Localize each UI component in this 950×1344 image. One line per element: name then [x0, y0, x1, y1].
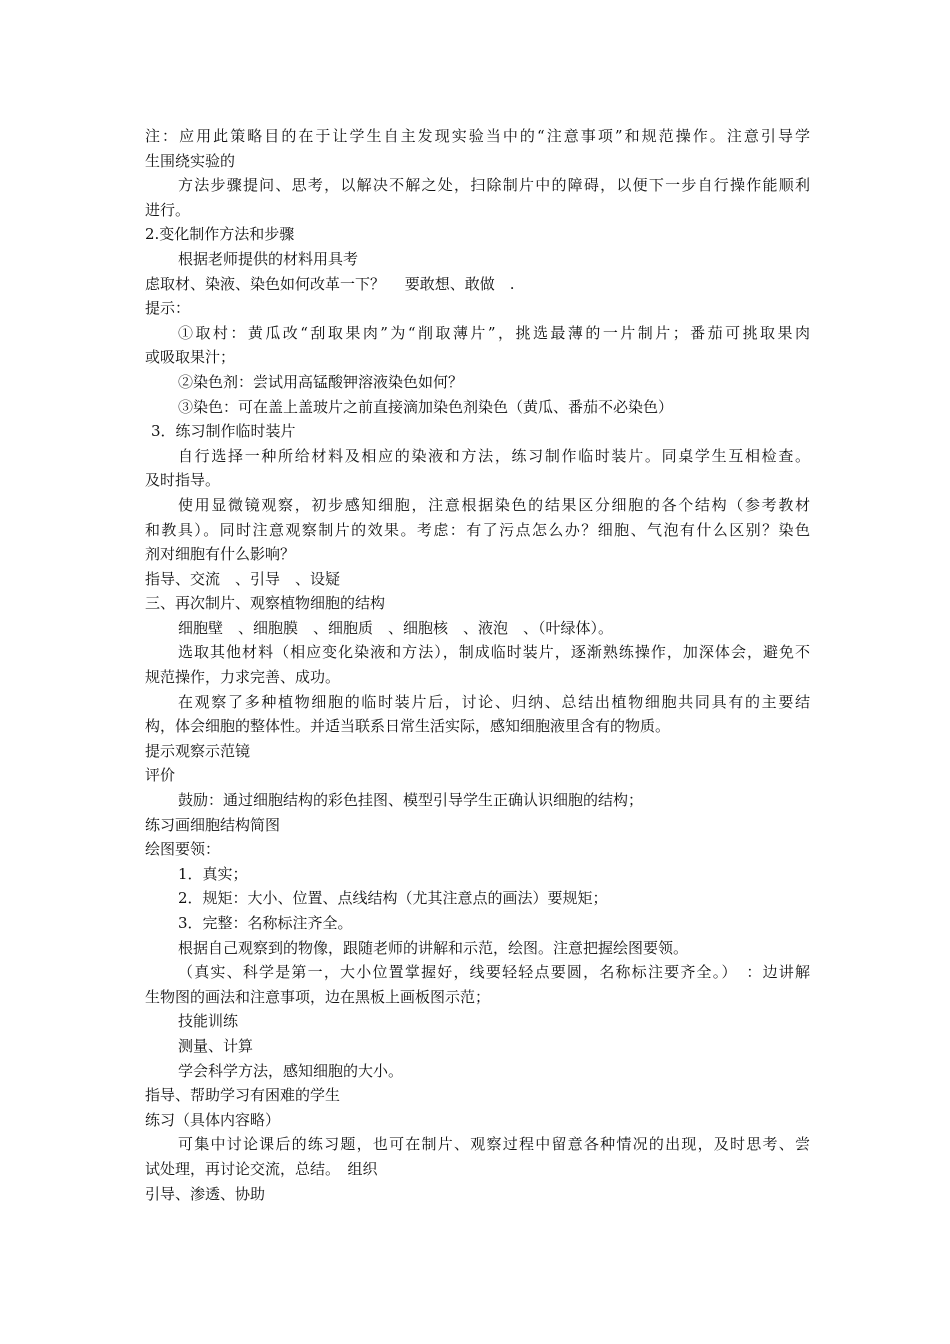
text-line: 规范操作，力求完善、成功。 [145, 668, 341, 687]
text-line: 可集中讨论课后的练习题，也可在制片、观察过程中留意各种情况的出现，及时思考、尝 [178, 1135, 810, 1154]
text-line: 技能训练 [178, 1012, 239, 1031]
text-line: 和教具）。同时注意观察制片的效果。考虑：有了污点怎么办？细胞、气泡有什么区别？染色 [145, 520, 810, 539]
text-line: 注：应用此策略目的在于让学生自主发现实验当中的“注意事项”和规范操作。注意引导学 [145, 127, 810, 145]
text-line: ①取村：黄瓜改“刮取果肉”为“削取薄片”，挑选最薄的一片制片；番茄可挑取果肉 [178, 323, 810, 342]
text-line: 细胞壁 、细胞膜 、细胞质 、细胞核 、液泡 、（叶绿体）。 [178, 618, 614, 637]
text-line: 进行。 [145, 200, 191, 219]
text-line: 指导、交流 、引导 、设疑 [145, 569, 341, 588]
text-line: 指导、帮助学习有困难的学生 [145, 1086, 341, 1105]
text-line: 试处理，再讨论交流，总结。 组织 [145, 1159, 378, 1178]
text-line: 生围绕实验的 [145, 151, 236, 170]
text-line: 引导、渗透、协助 [145, 1184, 266, 1203]
text-line: ③染色：可在盖上盖玻片之前直接滴加染色剂染色（黄瓜、番茄不必染色） [178, 397, 674, 416]
text-line: 3．完整：名称标注齐全。 [178, 914, 353, 932]
text-line: 1．真实； [178, 864, 248, 883]
text-line: 构，体会细胞的整体性。并适当联系日常生活实际，感知细胞液里含有的物质。 [145, 717, 671, 736]
text-line: 三、再次制片、观察植物细胞的结构 [145, 594, 386, 613]
text-line: ②染色剂：尝试用高锰酸钾溶液染色如何？ [178, 372, 464, 391]
text-line: 测量、计算 [178, 1036, 254, 1055]
text-line: 2．规矩：大小、位置、点线结构（尤其注意点的画法）要规矩； [178, 889, 608, 908]
document-page [145, 124, 810, 1206]
text-line: 2.变化制作方法和步骤 [145, 225, 295, 244]
text-line: （真实、科学是第一，大小位置掌握好，线要轻轻点要圆，名称标注要齐全。） ：边讲解 [178, 963, 810, 982]
text-line: 3．练习制作临时装片 [151, 422, 296, 441]
text-line: 方法步骤提问、思考，以解决不解之处，扫除制片中的障碍，以便下一步自行操作能顺利 [178, 176, 810, 195]
text-line: 使用显微镜观察，初步感知细胞，注意根据染色的结果区分细胞的各个结构（参考教材 [178, 495, 810, 514]
text-line: 评价 [145, 766, 176, 785]
text-line: 选取其他材料（相应变化染液和方法），制成临时装片，逐渐熟练操作，加深体会，避免不 [178, 643, 810, 662]
text-line: 在观察了多种植物细胞的临时装片后，讨论、归纳、总结出植物细胞共同具有的主要结 [178, 692, 810, 711]
text-line: 根据老师提供的材料用具考 [178, 249, 359, 268]
text-line: 提示： [145, 299, 191, 318]
text-line: 练习（具体内容略） [145, 1110, 281, 1129]
text-line: 剂对细胞有什么影响？ [145, 545, 296, 564]
text-line: 虑取材、染液、染色如何改革一下？ 要敢想、敢做 . [145, 274, 515, 293]
text-line: 根据自己观察到的物像，跟随老师的讲解和示范，绘图。注意把握绘图要领。 [178, 938, 689, 957]
text-line: 提示观察示范镜 [145, 741, 251, 760]
text-line: 自行选择一种所给材料及相应的染液和方法，练习制作临时装片。同桌学生互相检查。 [178, 446, 810, 465]
text-line: 鼓励：通过细胞结构的彩色挂图、模型引导学生正确认识细胞的结构； [178, 791, 644, 810]
text-line: 练习画细胞结构简图 [145, 815, 281, 834]
text-line: 绘图要领： [145, 840, 221, 859]
text-line: 学会科学方法，感知细胞的大小。 [178, 1061, 404, 1080]
text-line: 或吸取果汁； [145, 348, 236, 367]
text-line: 生物图的画法和注意事项，边在黑板上画板图示范； [145, 987, 491, 1006]
text-line: 及时指导。 [145, 471, 221, 490]
